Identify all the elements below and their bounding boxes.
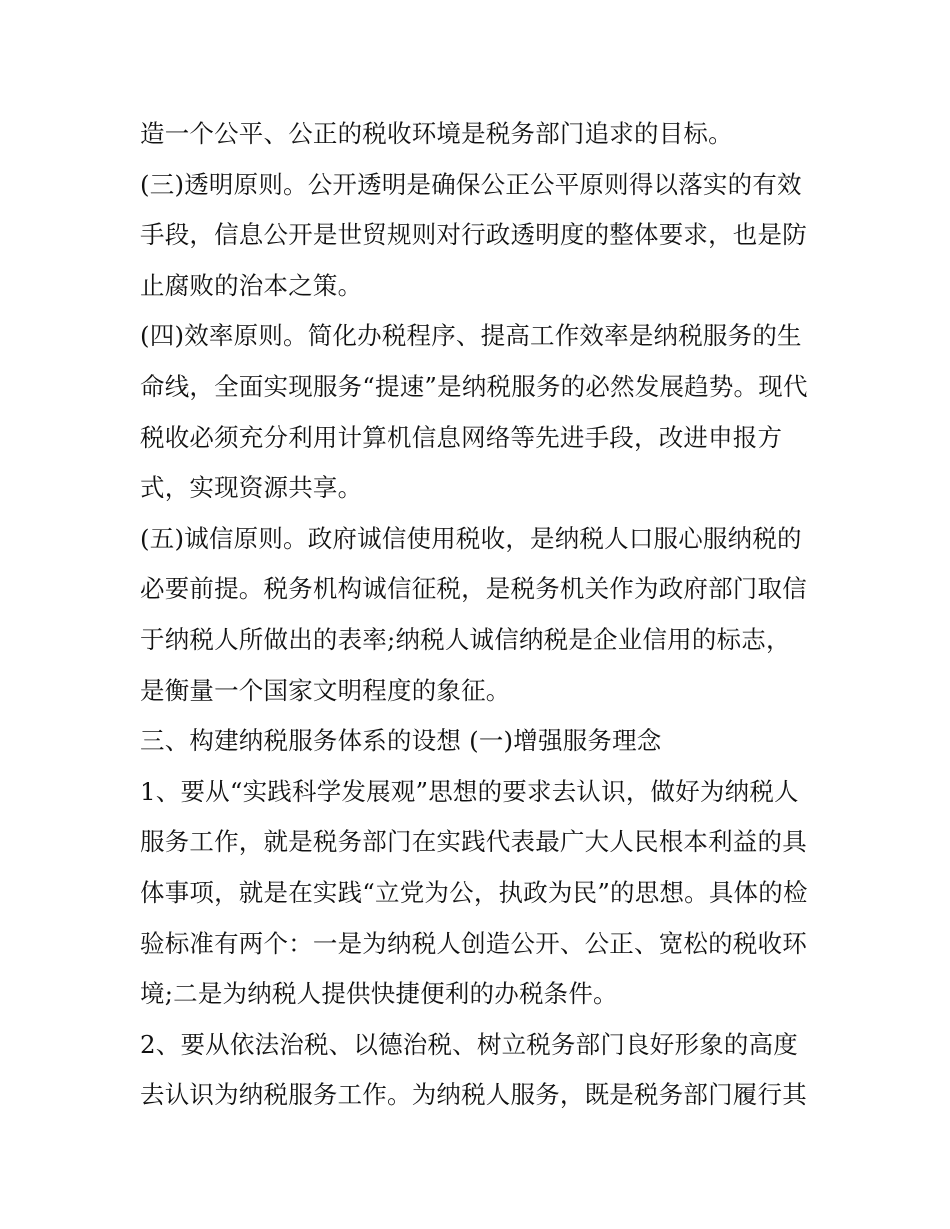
text-line: 验标准有两个：一是为纳税人创造公开、公正、宽松的税收环 (140, 928, 807, 958)
text-line: 止腐败的治本之策。 (140, 270, 363, 300)
text-line: 命线，全面实现服务“提速”是纳税服务的必然发展趋势。现代 (140, 371, 808, 401)
document-body (140, 109, 820, 1121)
text-line: 去认识为纳税服务工作。为纳税人服务，既是税务部门履行其 (140, 1080, 807, 1110)
text-line: 手段，信息公开是世贸规则对行政透明度的整体要求，也是防 (140, 220, 807, 250)
text-line: (五)诚信原则。政府诚信使用税收，是纳税人口服心服纳税的 (140, 523, 802, 553)
text-line: 2、要从依法治税、以德治税、树立税务部门良好形象的高度 (140, 1029, 798, 1059)
text-line: 1、要从“实践科学发展观”思想的要求去认识，做好为纳税人 (140, 776, 799, 806)
text-line: (四)效率原则。简化办税程序、提高工作效率是纳税服务的生 (140, 321, 802, 351)
text-line: 服务工作，就是税务部门在实践代表最广大人民根本利益的具 (140, 827, 807, 857)
text-line: 境;二是为纳税人提供快捷便利的办税条件。 (140, 979, 618, 1009)
text-line: 必要前提。税务机构诚信征税，是税务机关作为政府部门取信 (140, 574, 807, 604)
text-line: 于纳税人所做出的表率;纳税人诚信纳税是企业信用的标志， (140, 624, 791, 654)
section-heading: 三、构建纳税服务体系的设想 (一)增强服务理念 (140, 726, 662, 756)
text-line: 体事项，就是在实践“立党为公，执政为民”的思想。具体的检 (140, 877, 808, 907)
text-line: (三)透明原则。公开透明是确保公正公平原则得以落实的有效 (140, 169, 802, 199)
text-line: 式，实现资源共享。 (140, 473, 363, 503)
text-line: 税收必须充分利用计算机信息网络等先进手段，改进申报方 (140, 422, 783, 452)
text-line: 是衡量一个国家文明程度的象征。 (140, 675, 511, 705)
text-line: 造一个公平、公正的税收环境是税务部门追求的目标。 (140, 119, 733, 148)
